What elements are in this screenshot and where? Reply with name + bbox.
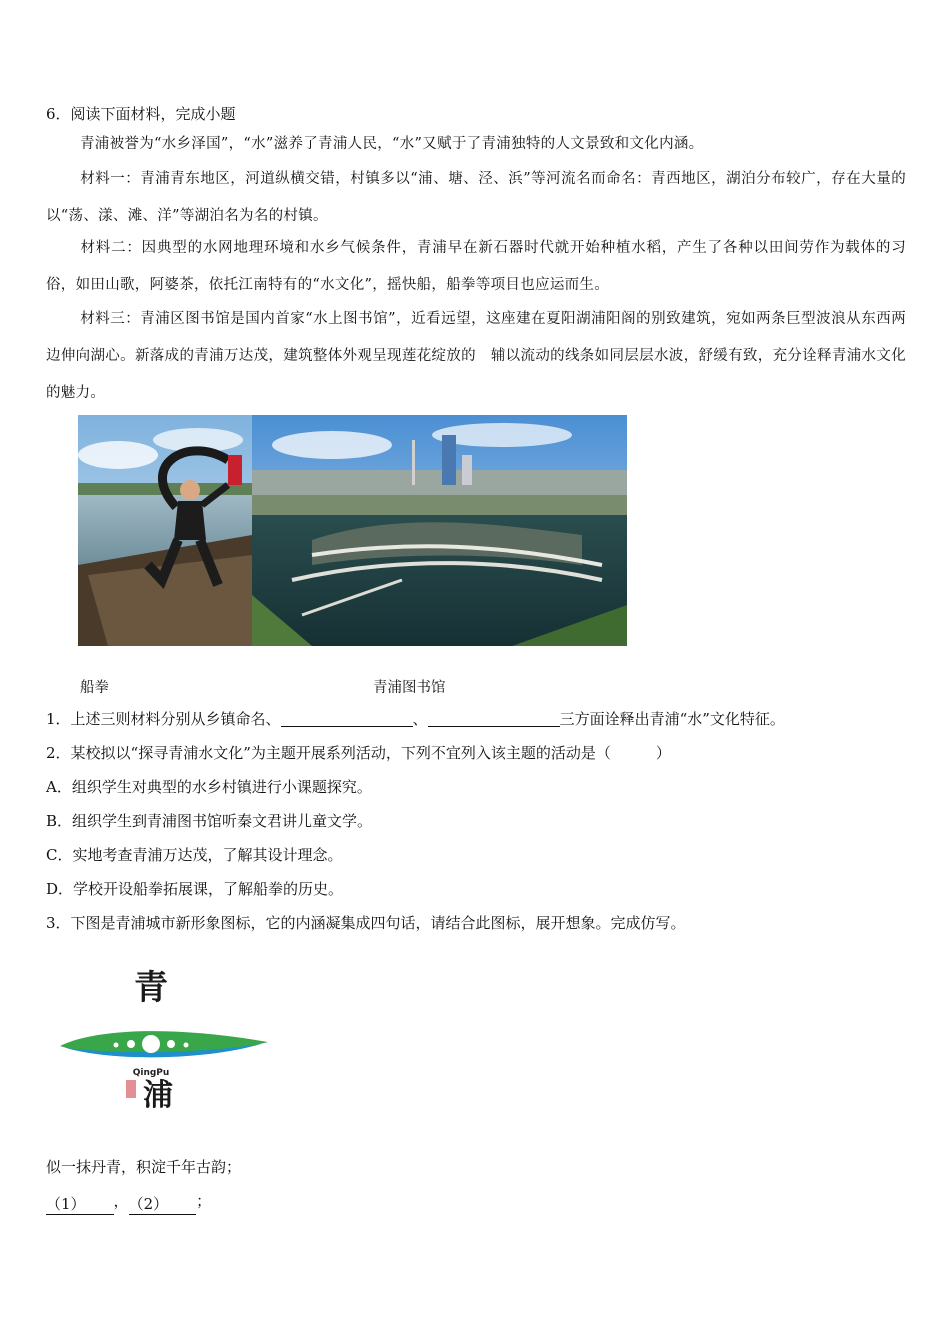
material-3 <box>46 301 906 412</box>
q1-blank-1[interactable] <box>281 710 413 727</box>
logo-bottom-char: 浦 <box>143 1078 173 1113</box>
answer-comma: ， <box>113 1192 129 1210</box>
q1-separator: 、 <box>412 710 428 728</box>
option-d[interactable]: D．学校开设船拳拓展课，了解船拳的历史。 <box>46 880 344 898</box>
answer-blank-2-label: （2） <box>128 1195 169 1213</box>
boat-boxing-photo <box>78 415 252 646</box>
option-b[interactable]: B．组织学生到青浦图书馆听秦文君讲儿童文学。 <box>46 812 373 830</box>
qingpu-logo <box>56 968 272 1140</box>
seal-stamp-icon <box>126 1080 136 1098</box>
q1-blank-2[interactable] <box>428 710 560 727</box>
question-3: 3．下图是青浦城市新形象图标，它的内涵凝集成四句话，请结合此图标，展开想象。完成仿写。 <box>46 914 686 932</box>
question-2: 2．某校拟以“探寻青浦水文化”为主题开展系列活动，下列不宜列入该主题的活动是（ ） <box>46 744 671 762</box>
answer-blank-2[interactable] <box>129 1194 197 1215</box>
material-3-text: 材料三：青浦区图书馆是国内首家“水上图书馆”，近看远望，这座建在夏阳湖浦阳阁的别致建筑，宛如两条巨型波浪从东西两边伸向湖心。新落成的青浦万达茂，建筑整体外观呈现莲花绽放的 辅以流动的线条如同层层水波，舒缓有致，充分诠释青浦水文化的魅力。 <box>46 311 906 401</box>
logo-latin: QingPu <box>132 1068 170 1078</box>
answer-end: ； <box>196 1192 212 1210</box>
answer-blank-1[interactable] <box>46 1194 114 1215</box>
logo-brush-stroke-icon <box>56 1024 272 1064</box>
answer-line <box>46 1191 211 1215</box>
material-2 <box>46 230 906 304</box>
q1-suffix: 三方面诠释出青浦“水”文化特征。 <box>559 710 785 728</box>
intro-text: 青浦被誉为“水乡泽国”，“水”滋养了青浦人民，“水”又赋于了青浦独特的人文景致和文化内涵。 <box>80 136 704 152</box>
question-1 <box>46 709 785 729</box>
poem-line-1: 似一抹丹青，积淀千年古韵； <box>46 1158 242 1176</box>
material-2-text: 材料二：因典型的水网地理环境和水乡气候条件，青浦早在新石器时代就开始种植水稻，产生了各种以田间劳作为载体的习俗，如田山歌，阿婆茶，依托江南特有的“水文化”，摇快船，船拳等项目也应运而生。 <box>46 240 906 293</box>
material-1 <box>46 161 906 235</box>
library-photo <box>252 415 627 646</box>
material-1-text: 材料一：青浦青东地区，河道纵横交错，村镇多以“浦、塘、泾、浜”等河流名而命名：青西地区，湖泊分布较广，存在大量的以“荡、漾、滩、洋”等湖泊名为名的村镇。 <box>46 171 906 224</box>
option-a[interactable]: A．组织学生对典型的水乡村镇进行小课题探究。 <box>46 778 372 796</box>
caption-library: 青浦图书馆 <box>373 680 446 696</box>
answer-blank-1-label: （1） <box>46 1195 86 1213</box>
question-header: 6．阅读下面材料，完成小题 <box>46 105 236 123</box>
logo-top-char: 青 <box>134 968 168 1008</box>
intro-paragraph <box>46 126 906 163</box>
caption-boat-boxing: 船拳 <box>80 680 109 696</box>
q1-prefix: 1．上述三则材料分别从乡镇命名、 <box>46 710 281 728</box>
option-c[interactable]: C．实地考查青浦万达茂，了解其设计理念。 <box>46 846 343 864</box>
